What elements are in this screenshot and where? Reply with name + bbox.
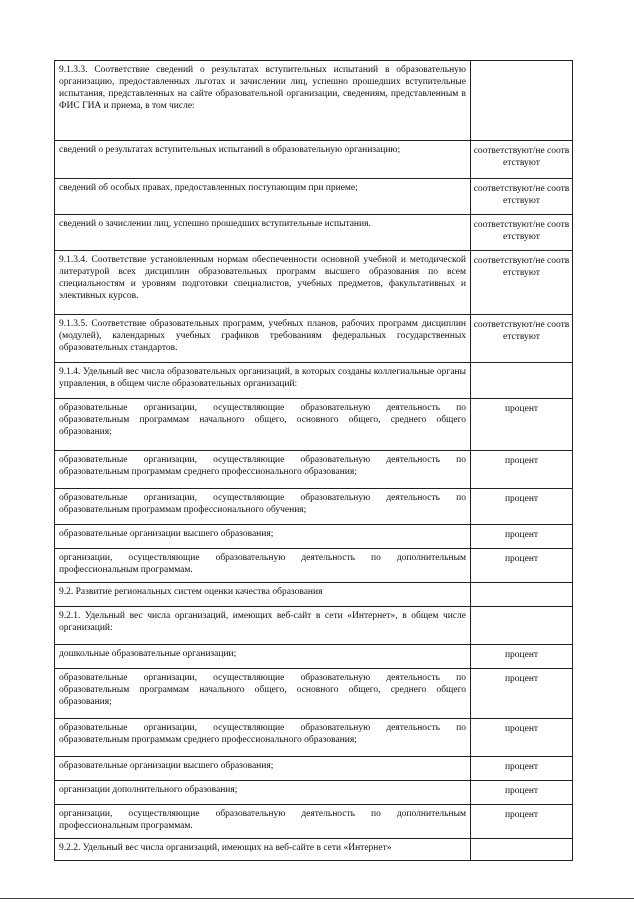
table-row xyxy=(55,489,573,525)
table-row xyxy=(55,805,573,839)
indicator-text: 9.1.3.4. Соответствие установленным нормам обеспеченности основной учебной и методической литературой всех дисциплин образовательных программ высшего образования по всем специальностям и уровням подготовки специалистов, учебных предметов, факультативных и элективных курсов. xyxy=(55,251,471,315)
table-row xyxy=(55,451,573,489)
table-row xyxy=(55,61,573,141)
table-row xyxy=(55,215,573,251)
unit-cell: процент xyxy=(471,549,573,583)
indicator-text: дошкольные образовательные организации; xyxy=(55,645,471,669)
indicator-text: сведений о зачислении лиц, успешно прошедших вступительные испытания. xyxy=(55,215,471,251)
unit-cell xyxy=(471,839,573,861)
indicator-text: образовательные организации, осуществляющие образовательную деятельность по образовательным программам начального общего, основного общего, среднего общего образования; xyxy=(55,669,471,719)
unit-cell: соответствуют/не соответствуют xyxy=(471,215,573,251)
unit-cell: процент xyxy=(471,645,573,669)
table-row xyxy=(55,251,573,315)
table-row xyxy=(55,607,573,645)
indicator-text: организации дополнительного образования; xyxy=(55,781,471,805)
unit-cell: соответствуют/не соответствуют xyxy=(471,179,573,215)
indicators-table xyxy=(54,60,573,861)
table-row xyxy=(55,363,573,399)
indicator-text: организации, осуществляющие образовательную деятельность по дополнительным профессиональным программам. xyxy=(55,805,471,839)
indicator-text: 9.2.2. Удельный вес числа организаций, имеющих на веб-сайте в сети «Интернет» xyxy=(55,839,471,861)
table-row xyxy=(55,549,573,583)
unit-cell xyxy=(471,363,573,399)
unit-cell xyxy=(471,583,573,607)
table-row xyxy=(55,669,573,719)
table-row xyxy=(55,839,573,861)
unit-cell xyxy=(471,607,573,645)
unit-cell: процент xyxy=(471,451,573,489)
indicator-text: сведений о результатах вступительных испытаний в образовательную организацию; xyxy=(55,141,471,179)
indicator-text: образовательные организации, осуществляющие образовательную деятельность по образовательным программам профессионального обучения; xyxy=(55,489,471,525)
table-row xyxy=(55,315,573,363)
unit-cell: соответствуют/не соответствуют xyxy=(471,251,573,315)
unit-cell: процент xyxy=(471,719,573,757)
table-row xyxy=(55,525,573,549)
table-row xyxy=(55,399,573,451)
unit-cell: соответствуют/не соответствуют xyxy=(471,315,573,363)
table-row xyxy=(55,757,573,781)
unit-cell: процент xyxy=(471,757,573,781)
unit-cell xyxy=(471,61,573,141)
unit-cell: процент xyxy=(471,489,573,525)
unit-cell: процент xyxy=(471,805,573,839)
table-row xyxy=(55,141,573,179)
table-row xyxy=(55,781,573,805)
unit-cell: соответствуют/не соответствуют xyxy=(471,141,573,179)
table-row xyxy=(55,645,573,669)
unit-cell: процент xyxy=(471,669,573,719)
unit-cell: процент xyxy=(471,781,573,805)
indicator-text: образовательные организации, осуществляющие образовательную деятельность по образовательным программам среднего профессионального образования; xyxy=(55,451,471,489)
indicator-text: 9.2.1. Удельный вес числа организаций, имеющих веб-сайт в сети «Интернет», в общем числе организаций: xyxy=(55,607,471,645)
indicator-text: образовательные организации, осуществляющие образовательную деятельность по образовательным программам начального общего, основного общего, среднего общего образования; xyxy=(55,399,471,451)
unit-cell: процент xyxy=(471,525,573,549)
table-row xyxy=(55,719,573,757)
indicator-text: 9.1.3.5. Соответствие образовательных программ, учебных планов, рабочих программ дисциплин (модулей), календарных учебных графиков требованиям федеральных государственных образовательных стандартов. xyxy=(55,315,471,363)
indicator-text: организации, осуществляющие образовательную деятельность по дополнительным профессиональным программам. xyxy=(55,549,471,583)
indicator-text: образовательные организации, осуществляющие образовательную деятельность по образовательным программам среднего профессионального образования; xyxy=(55,719,471,757)
indicator-text: 9.2. Развитие региональных систем оценки качества образования xyxy=(55,583,471,607)
table-row xyxy=(55,583,573,607)
indicator-text: образовательные организации высшего образования; xyxy=(55,757,471,781)
indicator-text: сведений об особых правах, предоставленных поступающим при приеме; xyxy=(55,179,471,215)
page-bottom-divider xyxy=(0,898,634,899)
unit-cell: процент xyxy=(471,399,573,451)
table-row xyxy=(55,179,573,215)
indicator-text: 9.1.3.3. Соответствие сведений о результатах вступительных испытаний в образовательную организацию, предоставленных льготах и зачислении лиц, успешно прошедших вступительные испытания, представленных на сайте образовательной организации, сведениям, представленным в ФИС ГИА и приема, в том числе: xyxy=(55,61,471,141)
indicator-text: 9.1.4. Удельный вес числа образовательных организаций, в которых созданы коллегиальные органы управления, в общем числе образовательных организаций: xyxy=(55,363,471,399)
indicator-text: образовательные организации высшего образования; xyxy=(55,525,471,549)
